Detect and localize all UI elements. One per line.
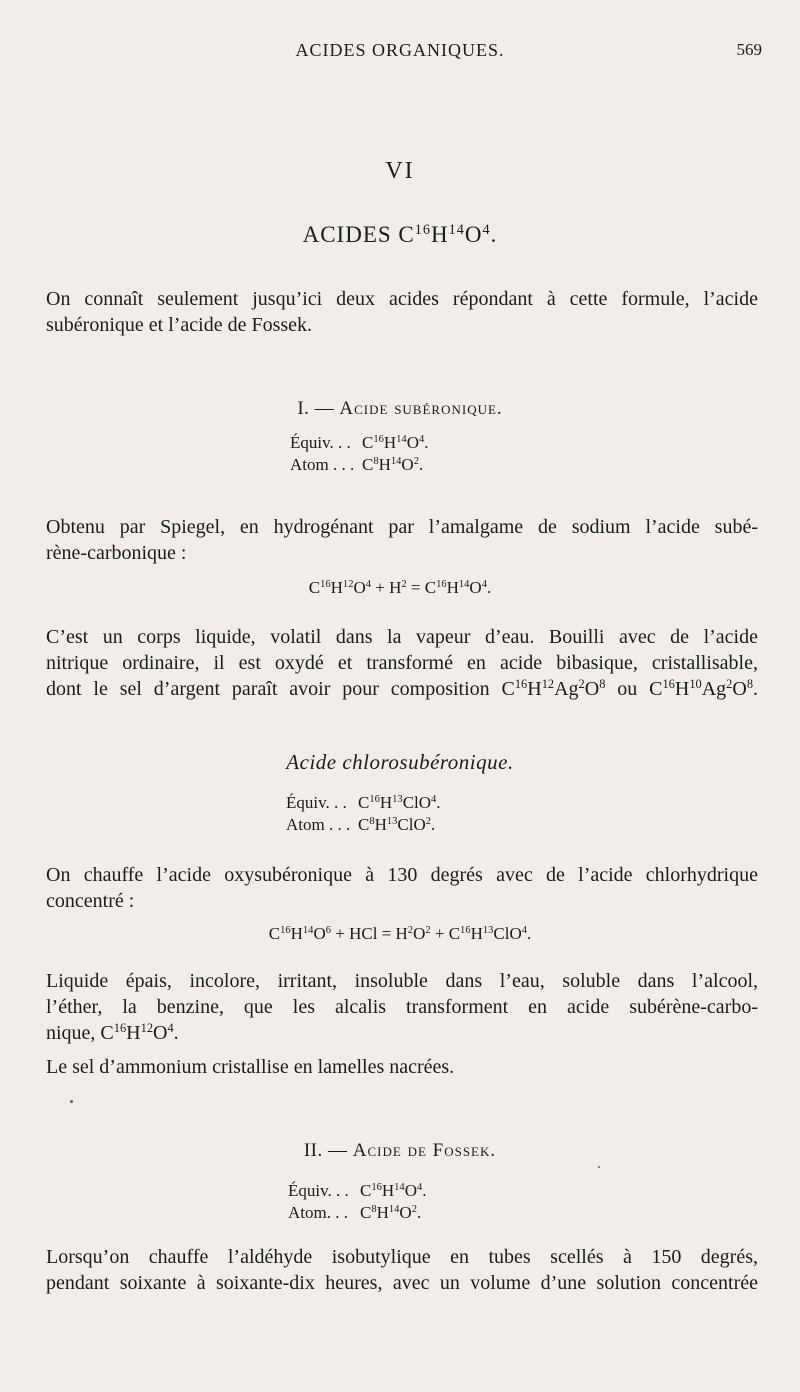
text-line: Lorsqu’on chauffe l’aldéhyde isobutylique en tubes scellés à 150 degrés, — [46, 1246, 758, 1268]
equation-1: $C^{16}H^{12}O^4 + H^2 = C^{16}H^{14}O^4$. — [308, 578, 492, 597]
equiv-row: Équiv. . . $C^{16}H^{14}O^4$. — [288, 1181, 427, 1200]
running-title: ACIDES ORGANIQUES. — [295, 40, 505, 60]
cest-paragraph — [46, 624, 758, 702]
text-line: subéronique et l’acide de Fossek. — [46, 314, 313, 336]
sel-paragraph — [46, 1054, 758, 1080]
on-chauffe-paragraph — [46, 862, 758, 914]
atom-row: Atom . . . $C^8H^{13}ClO^2$. — [286, 815, 436, 834]
text-line: nitrique ordinaire, il est oxydé et transformé en acide bibasique, cristallisable, — [46, 652, 758, 674]
text-line: Obtenu par Spiegel, en hydrogénant par l’amalgame de sodium l’acide subé- — [46, 516, 758, 538]
text-line: On connaît seulement jusqu’ici deux acides répondant à cette formule, l’acide — [46, 288, 758, 310]
formula-block-chloro — [286, 792, 441, 836]
subsection-heading-2: II. — Acide de Fossek. — [303, 1140, 497, 1161]
text-line: Le sel d’ammonium cristallise en lamelles nacrées. — [46, 1056, 455, 1078]
intro-paragraph — [46, 286, 758, 338]
section-title: ACIDES $C^{16}H^{14}O^4$. — [302, 222, 498, 247]
obtenu-paragraph — [46, 514, 758, 566]
section-number: VI — [385, 158, 415, 184]
equiv-row: Équiv. . . $C^{16}H^{14}O^4$. — [290, 433, 429, 452]
text-line: C’est un corps liquide, volatil dans la vapeur d’eau. Bouilli avec de l’acide — [46, 626, 758, 648]
atom-row: Atom . . . $C^8H^{14}O^2$. — [290, 455, 424, 474]
text-line: pendant soixante à soixante-dix heures, avec un volume d’une solution concentrée — [46, 1272, 758, 1294]
ink-speck — [70, 1100, 73, 1103]
equiv-row: Équiv. . . $C^{16}H^{13}ClO^4$. — [286, 793, 441, 812]
formula-block-1 — [290, 432, 428, 476]
text-line: On chauffe l’acide oxysubéronique à 130 degrés avec de l’acide chlorhydrique — [46, 864, 758, 886]
ink-speck — [598, 1166, 600, 1168]
running-header — [0, 40, 800, 64]
page-number: 569 — [736, 40, 762, 59]
text-line: nique, $C^{16}H^{12}O^4$. — [46, 1021, 179, 1044]
liquide-paragraph — [46, 968, 758, 1046]
subsection-heading-1: I. — Acide subéronique. — [297, 398, 503, 419]
formula-block-2 — [288, 1180, 426, 1224]
text-line: concentré : — [46, 890, 135, 912]
lorsquon-paragraph — [46, 1244, 758, 1296]
text-line: l’éther, la benzine, que les alcalis transforment en acide subérène-carbo- — [46, 996, 758, 1018]
text-line: dont le sel d’argent paraît avoir pour composition $C^{16}H^{12}Ag^2O^8$ ou $C^{16}H^{10}Ag^2O^8$. — [46, 677, 759, 700]
equation-2: $C^{16}H^{14}O^6$ + HCl = $H^2O^2 + C^{16}H^{13}ClO^4$. — [268, 924, 532, 943]
text-line: Liquide épais, incolore, irritant, insoluble dans l’eau, soluble dans l’alcool, — [46, 970, 758, 992]
chloro-heading: Acide chlorosubéronique. — [286, 750, 514, 774]
text-line: rène-carbonique : — [46, 542, 187, 564]
atom-row: Atom. . . $C^8H^{14}O^2$. — [288, 1203, 422, 1222]
